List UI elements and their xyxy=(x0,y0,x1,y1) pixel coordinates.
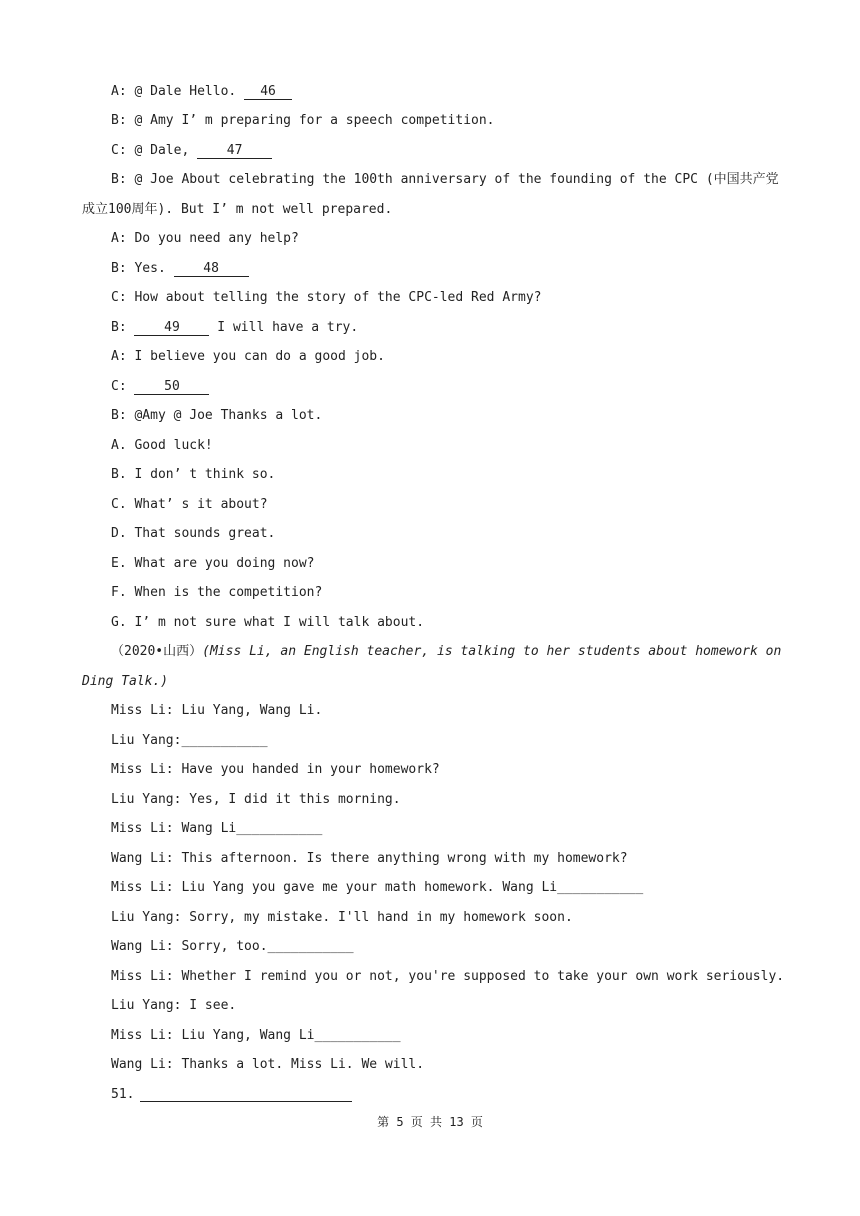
blank-49[interactable]: 49 xyxy=(134,320,209,336)
option-c: C. What’ s it about? xyxy=(111,497,268,512)
passage2-source: （2020•山西） xyxy=(111,644,203,659)
option-f: F. When is the competition? xyxy=(111,585,323,600)
passage2-line-3: Miss Li: Have you handed in your homework? xyxy=(111,762,440,777)
passage2-line-11: Liu Yang: I see. xyxy=(111,998,237,1013)
passage2-line-9: Wang Li: Sorry, too.___________ xyxy=(111,939,354,954)
passage2-line-5: Miss Li: Wang Li___________ xyxy=(111,821,323,836)
dialogue-line-11: B: @Amy @ Joe Thanks a lot. xyxy=(111,408,323,423)
dialogue-line-6: B: Yes. 48 xyxy=(111,261,249,277)
passage2-line-13: Wang Li: Thanks a lot. Miss Li. We will. xyxy=(111,1057,425,1072)
passage2-line-8: Liu Yang: Sorry, my mistake. I'll hand in my homework soon. xyxy=(111,910,573,925)
blank-50[interactable]: 50 xyxy=(134,379,209,395)
passage2-intro-text: (Miss Li, an English teacher, is talking to her students about homework on Ding Talk.) xyxy=(82,644,782,689)
passage2-line-10: Miss Li: Whether I remind you or not, you're supposed to take your own work seriously. xyxy=(111,969,785,984)
dialogue-line-9: A: I believe you can do a good job. xyxy=(111,349,385,364)
dialogue-line-4: B: @ Joe About celebrating the 100th anniversary of the founding of the CPC (中国共产党成立100周年). But I’ m not well prepared. xyxy=(82,172,779,217)
blank-48[interactable]: 48 xyxy=(174,261,249,277)
passage2-intro xyxy=(82,637,782,696)
blank-47[interactable]: 47 xyxy=(197,143,272,159)
dialogue-line-7: C: How about telling the story of the CPC-led Red Army? xyxy=(111,290,542,305)
dialogue-line-5: A: Do you need any help? xyxy=(111,231,299,246)
dialogue-line-8: B: 49 I will have a try. xyxy=(111,320,359,335)
passage2-line-4: Liu Yang: Yes, I did it this morning. xyxy=(111,792,401,807)
dialogue-line-10: C: 50 xyxy=(111,379,209,395)
passage2-line-7: Miss Li: Liu Yang you gave me your math homework. Wang Li___________ xyxy=(111,880,644,895)
blank-46[interactable]: 46 xyxy=(244,84,292,100)
option-b: B. I don’ t think so. xyxy=(111,467,276,482)
question-51-number: 51. xyxy=(111,1087,135,1102)
dialogue-line-3: C: @ Dale, 47 xyxy=(111,143,272,159)
answer-51-field[interactable] xyxy=(140,1088,352,1102)
passage2-line-1: Miss Li: Liu Yang, Wang Li. xyxy=(111,703,323,718)
option-g: G. I’ m not sure what I will talk about. xyxy=(111,615,425,630)
option-a: A. Good luck! xyxy=(111,438,213,453)
passage2-line-6: Wang Li: This afternoon. Is there anything wrong with my homework? xyxy=(111,851,628,866)
dialogue-line-2: B: @ Amy I’ m preparing for a speech competition. xyxy=(111,113,495,128)
passage2-line-12: Miss Li: Liu Yang, Wang Li___________ xyxy=(111,1028,401,1043)
question-51 xyxy=(111,1087,352,1102)
option-e: E. What are you doing now? xyxy=(111,556,315,571)
page-footer: 第 5 页 共 13 页 xyxy=(377,1115,483,1129)
option-d: D. That sounds great. xyxy=(111,526,276,541)
passage2-line-2: Liu Yang:___________ xyxy=(111,733,268,748)
dialogue-line-1: A: @ Dale Hello. 46 xyxy=(111,84,292,100)
